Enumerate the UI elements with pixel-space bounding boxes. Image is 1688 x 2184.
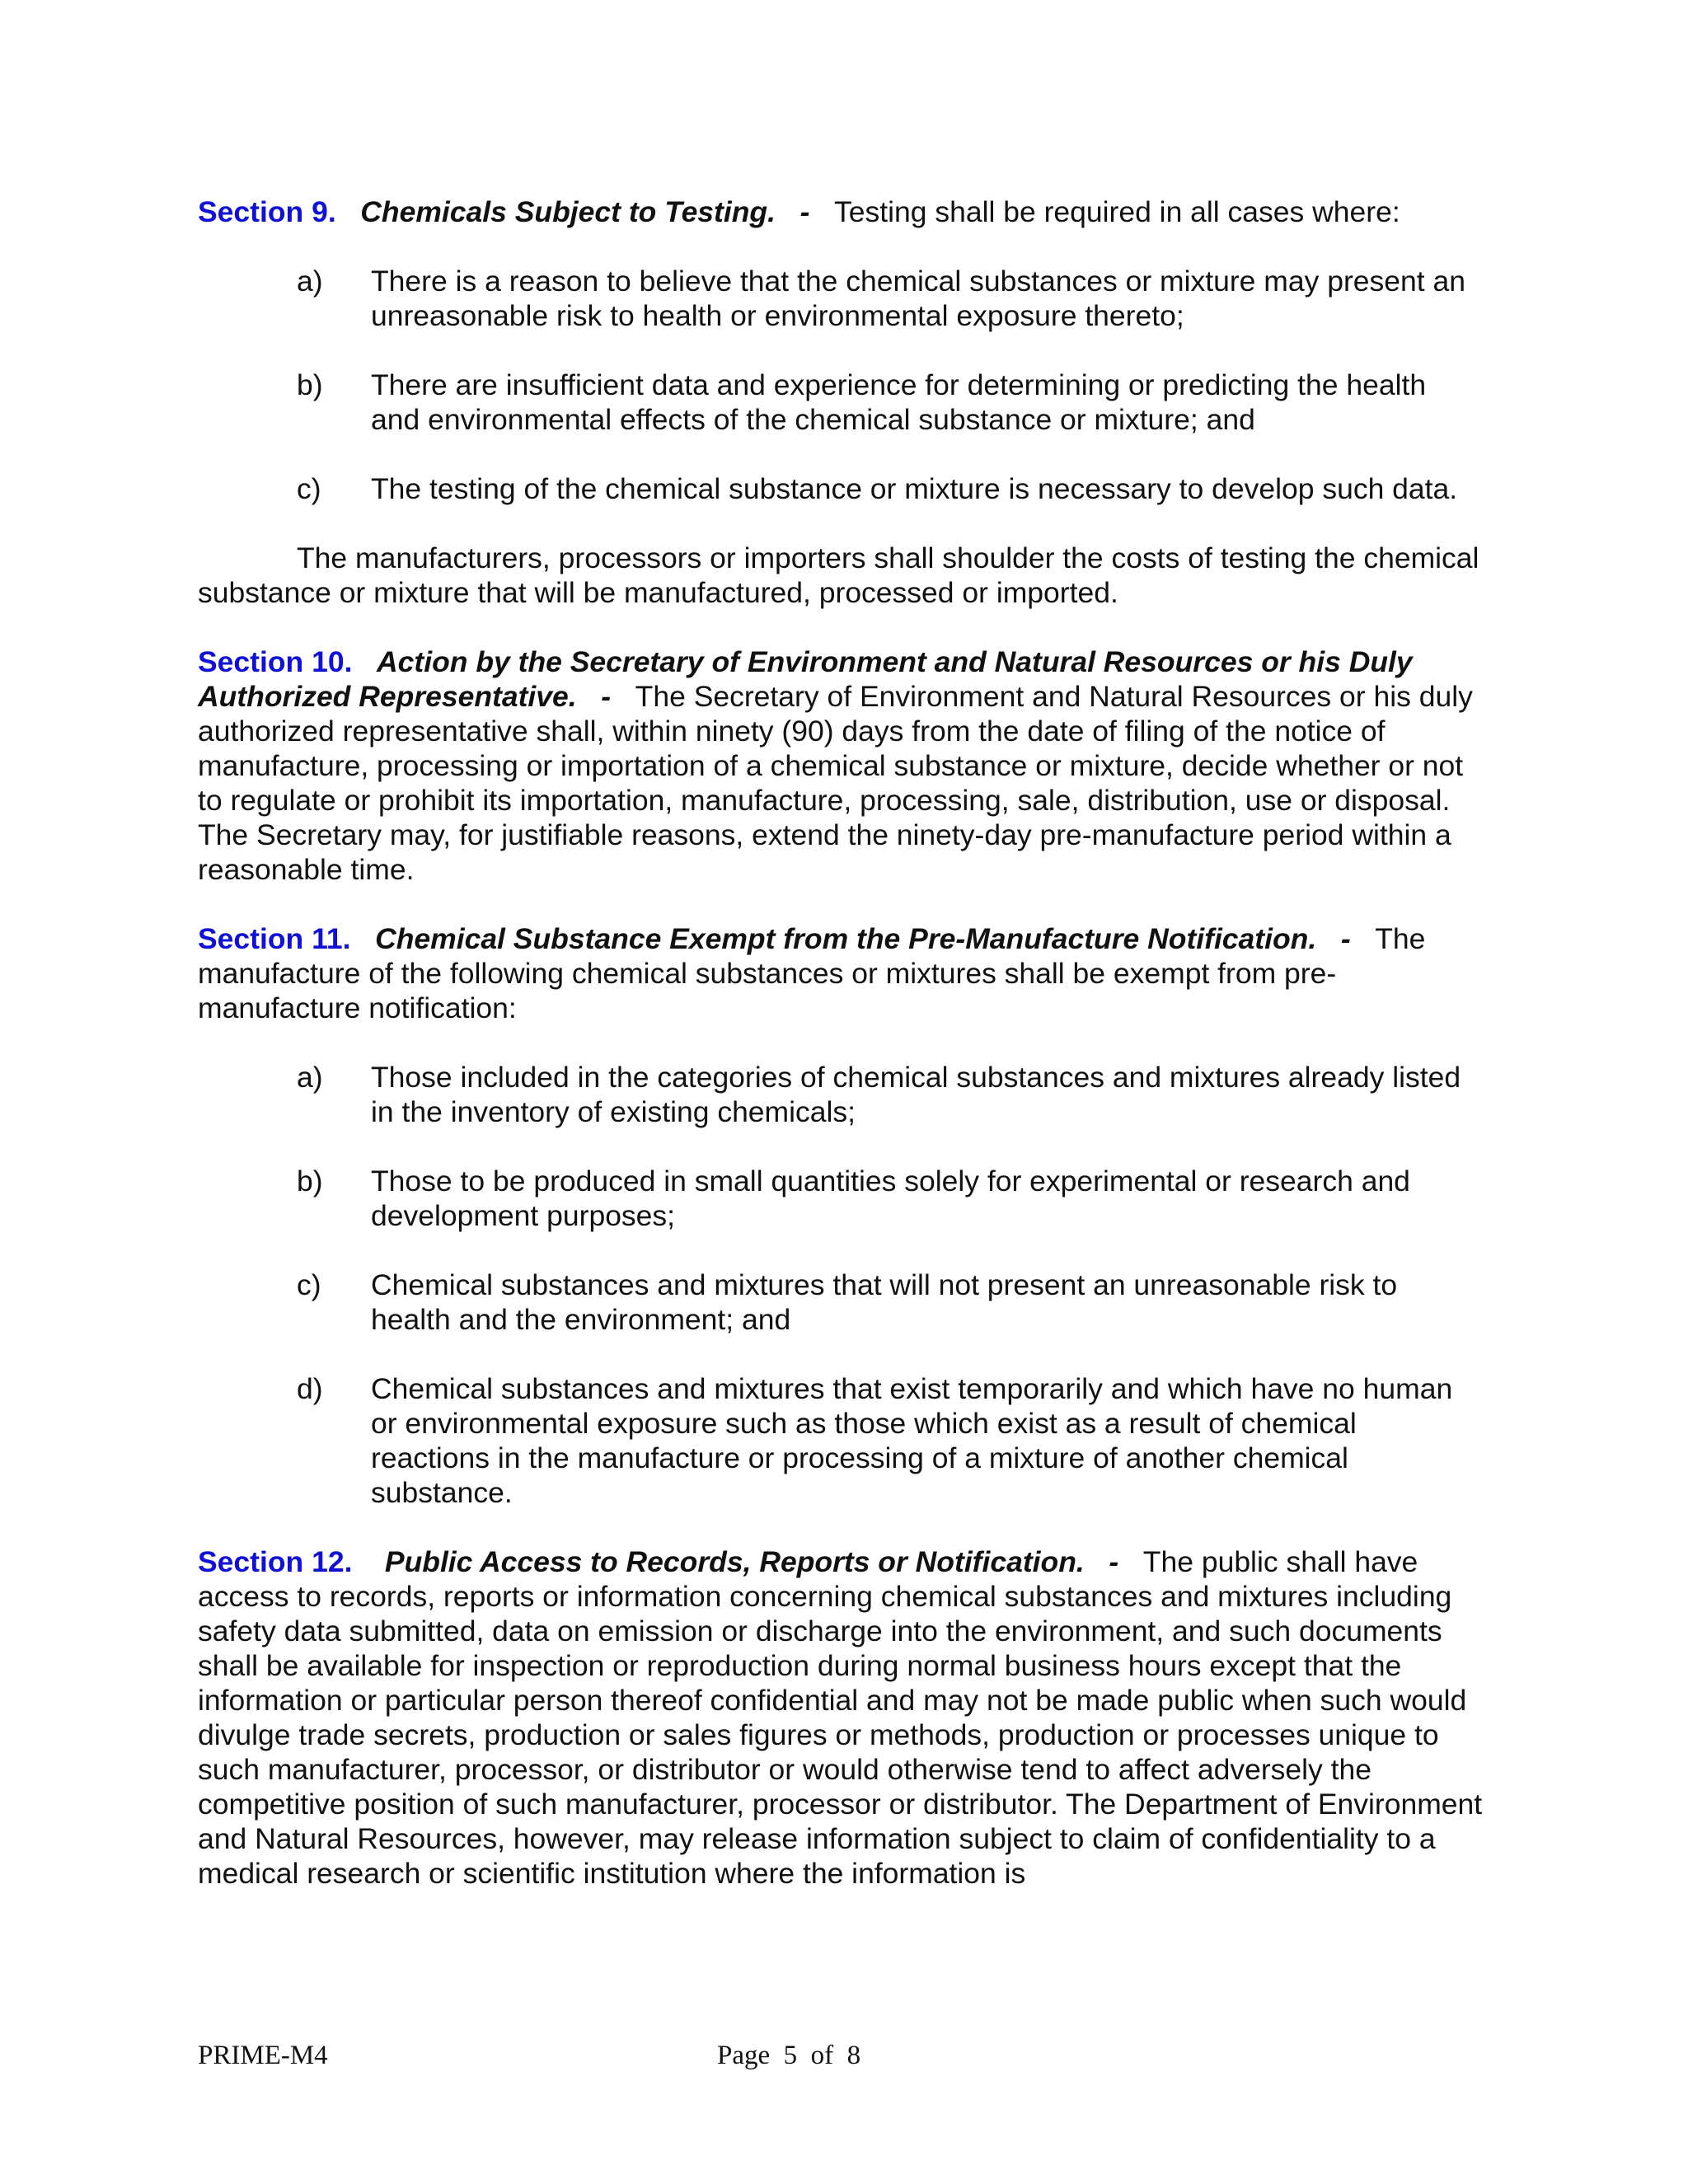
section-9-list: [198, 264, 1492, 506]
list-item: [198, 1060, 1492, 1129]
section-11-dash: -: [1340, 922, 1351, 955]
section-10-paragraph: [198, 644, 1492, 887]
list-marker: a): [297, 265, 323, 298]
section-11-title: Chemical Substance Exempt from the Pre-Manufacture Notification.: [375, 922, 1317, 955]
list-item-text: There are insufficient data and experience for determining or predicting the health and environmental effects of the chemical substance or mixture; and: [371, 368, 1427, 436]
list-item-text: The testing of the chemical substance or mixture is necessary to develop such data.: [371, 472, 1458, 505]
list-item: [198, 368, 1492, 437]
section-12-body: The public shall have access to records, reports or information concerning chemical substances and mixtures including safety data submitted, data on emission or discharge into the environment, and such documents shall be available for inspection or reproduction during normal business hours except that the information or particular person thereof confidential and may not be made public when such would divulge trade secrets, production or sales figures or methods, production or processes unique to such manufacturer, processor, or distributor or would otherwise tend to affect adversely the competitive position of such manufacturer, processor or distributor. The Department of Environment and Natural Resources, however, may release information subject to claim of confidentiality to a medical research or scientific institution where the information is: [198, 1545, 1483, 1890]
section-12-label: Section 12.: [198, 1545, 353, 1578]
list-item: [198, 1268, 1492, 1337]
section-9-title: Chemicals Subject to Testing.: [360, 195, 776, 228]
section-11-label: Section 11.: [198, 922, 351, 955]
list-item: [198, 1164, 1492, 1233]
section-11-heading: [198, 921, 1492, 1025]
list-item: [198, 1371, 1492, 1510]
section-10-label: Section 10.: [198, 645, 353, 678]
list-marker: b): [297, 368, 323, 401]
section-9-dash: -: [799, 195, 810, 228]
section-12-title: Public Access to Records, Reports or Notification.: [384, 1545, 1085, 1578]
document-body: [198, 194, 1492, 1925]
list-item-text: Chemical substances and mixtures that will not present an unreasonable risk to health and the environment; and: [371, 1268, 1398, 1336]
section-12-dash: -: [1109, 1545, 1119, 1578]
list-marker: a): [297, 1061, 323, 1094]
section-10-body: The Secretary of Environment and Natural Resources or his duly authorized representative shall, within ninety (90) days from the date of filing of the notice of manufacture, processing or importation of a chemical substance or mixture, decide whether or not to regulate or prohibit its importation, manufacture, processing, sale, distribution, use or disposal. The Secretary may, for justifiable reasons, extend the ninety-day pre-manufacture period within a reasonable time.: [198, 680, 1473, 886]
section-12-paragraph: [198, 1544, 1492, 1891]
section-9-closing: The manufacturers, processors or importers shall shoulder the costs of testing the chemical substance or mixture that will be manufactured, processed or imported.: [198, 541, 1479, 609]
section-9-intro: Testing shall be required in all cases where:: [834, 195, 1400, 228]
section-10-title: Action by the Secretary of Environment and Natural Resources or his Duly Authorized Representative.: [198, 645, 1413, 713]
list-item-text: Those included in the categories of chemical substances and mixtures already listed in the inventory of existing chemicals;: [371, 1061, 1461, 1128]
list-item-text: There is a reason to believe that the chemical substances or mixture may present an unreasonable risk to health or environmental exposure thereto;: [371, 265, 1465, 332]
section-9-heading: [198, 194, 1492, 229]
section-10-dash: -: [601, 680, 612, 713]
list-marker: b): [297, 1165, 323, 1197]
list-marker: c): [297, 472, 321, 505]
list-item-text: Those to be produced in small quantities solely for experimental or research and development purposes;: [371, 1165, 1410, 1232]
list-item: [198, 264, 1492, 333]
section-11-list: [198, 1060, 1492, 1510]
section-9-label: Section 9.: [198, 195, 336, 228]
page-footer: [198, 2041, 1492, 2077]
list-marker: c): [297, 1268, 321, 1301]
list-item: [198, 471, 1492, 506]
list-marker: d): [297, 1372, 323, 1405]
footer-doc-id: PRIME-M4: [198, 2041, 328, 2070]
list-item-text: Chemical substances and mixtures that exist temporarily and which have no human or environmental exposure such as those which exist as a result of chemical reactions in the manufacture or processing of a mixture of another chemical substance.: [371, 1372, 1453, 1509]
footer-page-number: Page 5 of 8: [717, 2041, 861, 2070]
section-11-intro: The manufacture of the following chemical substances or mixtures shall be exempt from pre-manufacture notification:: [198, 922, 1426, 1024]
